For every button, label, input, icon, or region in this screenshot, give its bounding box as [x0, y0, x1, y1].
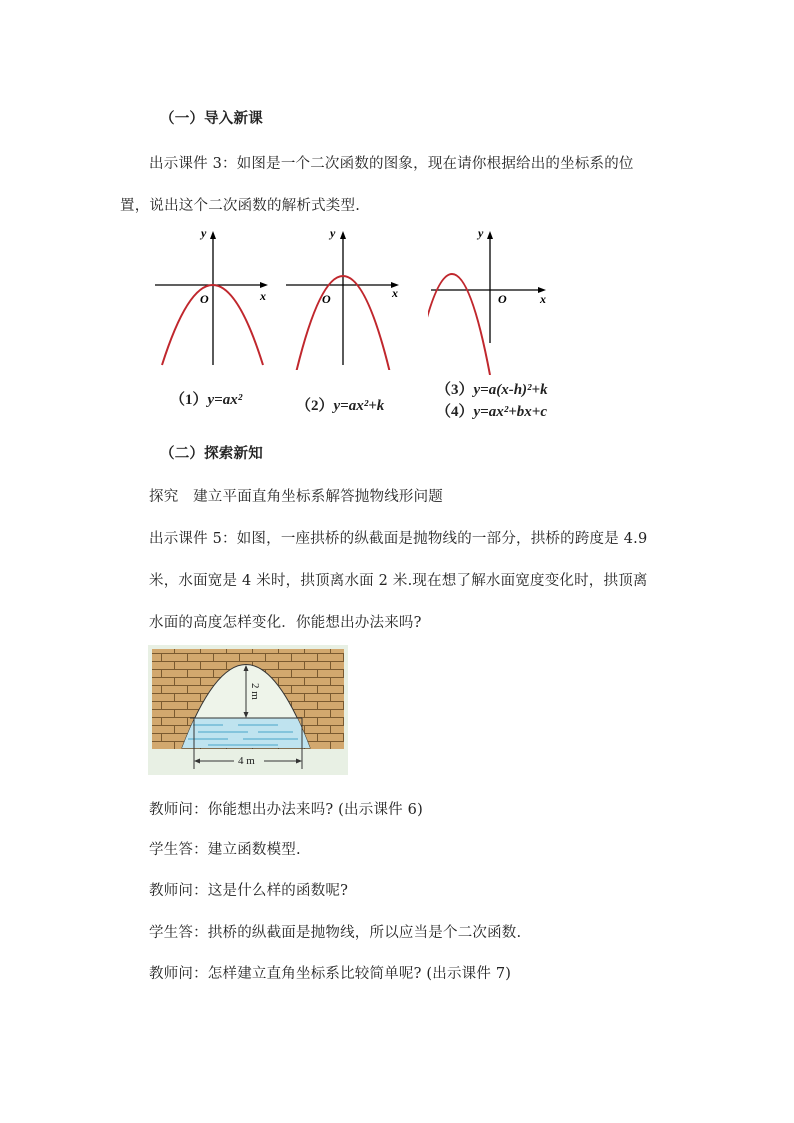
caption-4: [436, 400, 547, 421]
arch-bridge-figure: [148, 645, 348, 775]
caption-3: [436, 378, 548, 399]
dialogue-line-4: 学生答：拱桥的纵截面是抛物线，所以应当是个二次函数.: [149, 925, 522, 941]
caption-2: [296, 394, 384, 415]
caption-number: （1）: [170, 392, 208, 408]
caption-formula: y=ax²+bx+c: [473, 404, 547, 420]
section1-paragraph-line1: 出示课件 3：如图是一个二次函数的图象，现在请你根据给出的坐标系的位: [149, 156, 634, 172]
y-axis-arrow: [340, 231, 346, 239]
height-label: 2 m: [249, 683, 261, 700]
origin-label: O: [200, 292, 209, 306]
dialogue-line-1: 教师问：你能想出办法来吗? (出示课件 6): [149, 802, 423, 818]
parabola-graph-3: [428, 225, 558, 375]
caption-formula: y=a(x-h)²+k: [473, 382, 548, 398]
explore-title: 探究 建立平面直角坐标系解答抛物线形问题: [149, 489, 443, 505]
caption-formula: y=ax²: [207, 392, 243, 408]
origin-label: O: [322, 292, 331, 306]
section2-paragraph-line1: 出示课件 5：如图，一座拱桥的纵截面是抛物线的一部分，拱桥的跨度是 4.9: [149, 531, 648, 547]
y-axis-arrow: [487, 231, 493, 239]
x-axis-arrow: [260, 282, 268, 288]
section2-paragraph-line3: 水面的高度怎样变化．你能想出办法来吗?: [149, 615, 422, 631]
y-axis-label: y: [330, 226, 336, 240]
x-axis-label: x: [260, 289, 266, 303]
caption-number: （3）: [436, 382, 474, 398]
section1-paragraph-line2: 置，说出这个二次函数的解析式类型.: [120, 198, 361, 214]
x-axis-label: x: [540, 292, 546, 306]
width-label: 4 m: [238, 755, 255, 767]
y-axis-label: y: [201, 226, 207, 240]
caption-number: （4）: [436, 404, 474, 420]
dialogue-line-3: 教师问：这是什么样的函数呢?: [149, 883, 349, 899]
section1-heading: （一）导入新课: [160, 110, 263, 127]
y-axis-label: y: [478, 226, 484, 240]
parabola-graph-1: [150, 225, 275, 370]
x-axis-label: x: [392, 286, 398, 300]
origin-label: O: [498, 292, 507, 306]
parabola-curve: [428, 274, 490, 375]
caption-formula: y=ax²+k: [333, 398, 385, 414]
dialogue-line-2: 学生答：建立函数模型.: [149, 842, 301, 858]
section2-heading: （二）探索新知: [160, 445, 263, 462]
y-axis-arrow: [210, 231, 216, 239]
caption-1: [170, 388, 242, 409]
section2-paragraph-line2: 米，水面宽是 4 米时，拱顶离水面 2 米.现在想了解水面宽度变化时，拱顶离: [149, 573, 648, 589]
caption-number: （2）: [296, 398, 334, 414]
dialogue-line-5: 教师问：怎样建立直角坐标系比较简单呢? (出示课件 7): [149, 966, 512, 982]
parabola-graph-2: [283, 225, 408, 370]
